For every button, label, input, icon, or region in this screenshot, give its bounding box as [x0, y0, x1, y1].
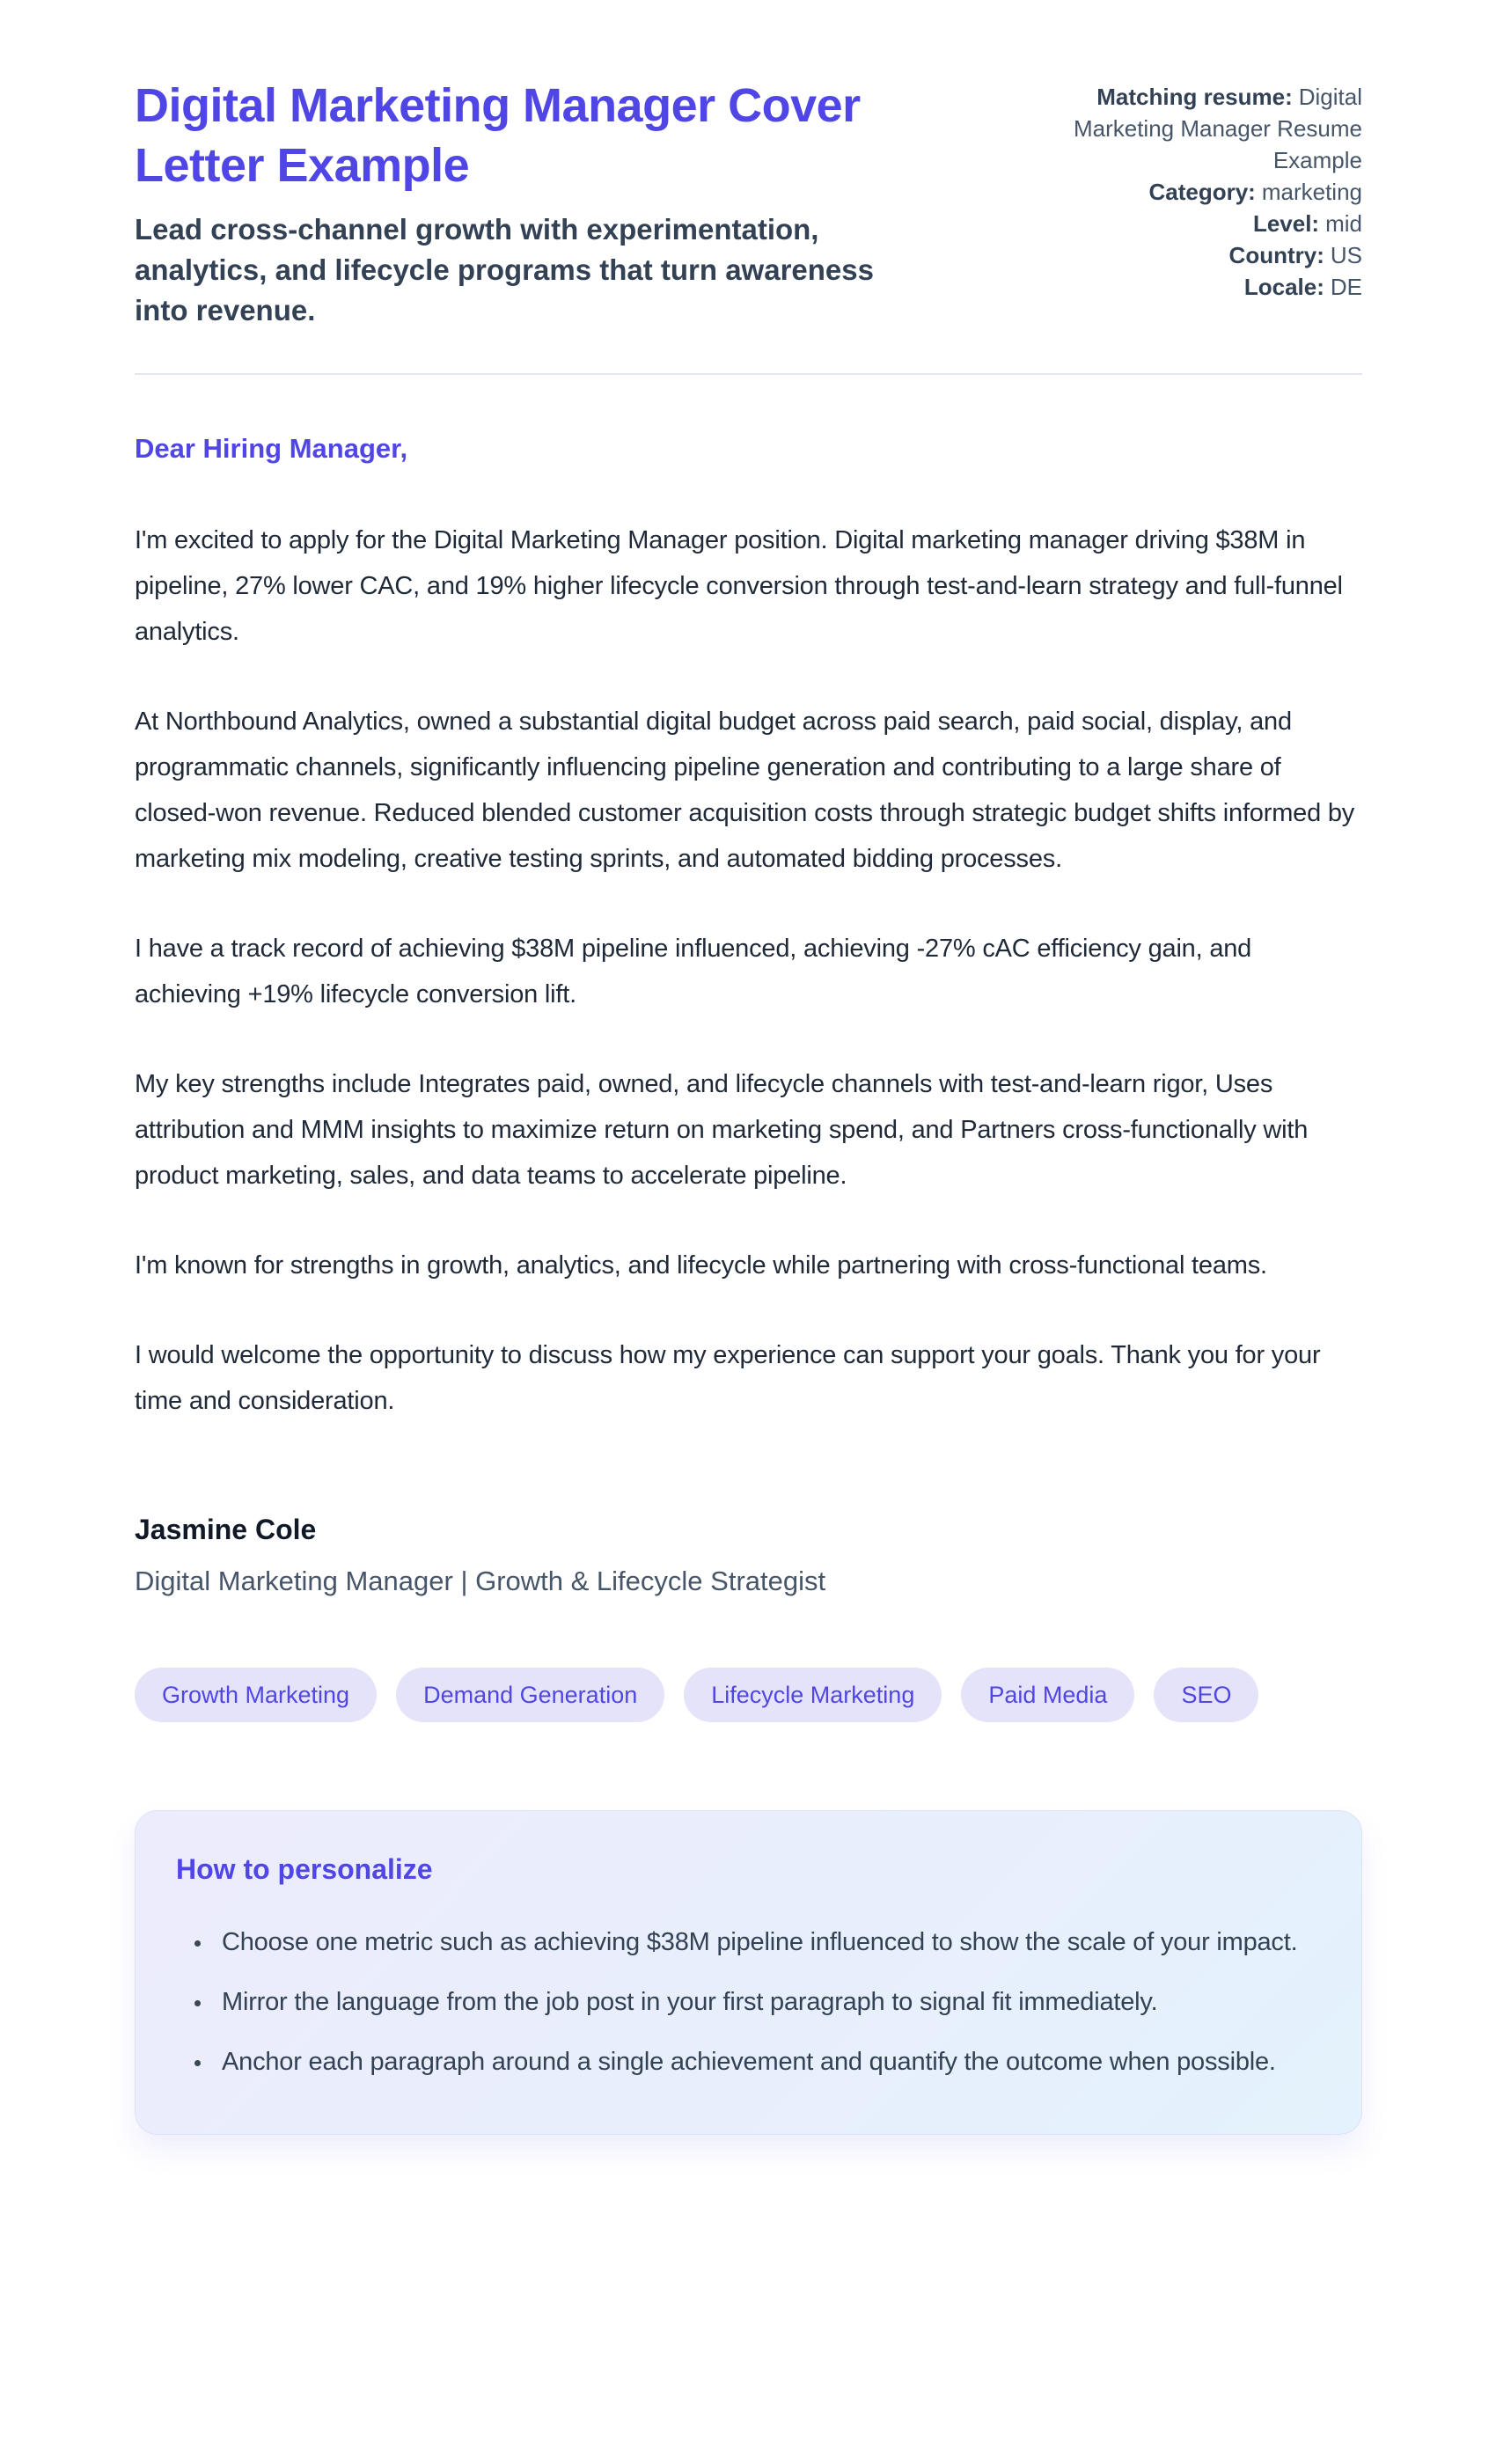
meta-row-matching-resume: [1023, 81, 1362, 176]
meta-value: marketing: [1261, 179, 1362, 205]
meta-row-level: [1023, 208, 1362, 239]
greeting: Dear Hiring Manager,: [135, 433, 408, 464]
meta-row-category: [1023, 176, 1362, 208]
meta-label: Level:: [1252, 210, 1320, 237]
letter-paragraph: At Northbound Analytics, owned a substantial digital budget across paid search, paid social, display, and programmatic channels, significantly influencing pipeline generation and contributing to a large share of closed-won revenue. Reduced blended customer acquisition costs through strategic budget shifts informed by marketing mix modeling, creative testing sprints, and automated bidding processes.: [135, 708, 1355, 873]
meta-label: Locale:: [1243, 274, 1324, 300]
tag-list: [135, 1668, 1362, 1722]
tip-item: • Choose one metric such as achieving $38M pipeline influenced to show the scale of your impact.: [213, 1919, 1317, 1965]
meta-label: Country:: [1228, 242, 1324, 268]
header-title-block: [135, 76, 874, 331]
signature-role: Digital Marketing Manager | Growth & Lifecycle Strategist: [135, 1566, 826, 1596]
tip-item: • Mirror the language from the job post in your first paragraph to signal fit immediately.: [213, 1979, 1317, 2025]
signature-block: [135, 1514, 1362, 1597]
meta-value: DE: [1330, 274, 1362, 300]
meta-row-locale: [1023, 271, 1362, 303]
letter-paragraph: I would welcome the opportunity to discuss how my experience can support your goals. Thank you for your time and consideration.: [135, 1341, 1321, 1415]
page-subtitle: Lead cross-channel growth with experimentation, analytics, and lifecycle programs that turn awareness into revenue.: [135, 213, 874, 326]
page-header: [135, 76, 1362, 331]
letter-paragraph: I have a track record of achieving $38M pipeline influenced, achieving -27% cAC efficiency gain, and achieving +19% lifecycle conversion lift.: [135, 935, 1252, 1008]
meta-row-country: [1023, 239, 1362, 271]
letter-paragraph: My key strengths include Integrates paid, owned, and lifecycle channels with test-and-learn rigor, Uses attribution and MMM insights to maximize return on marketing spend, and Partners cross-functionally with product marketing, sales, and data teams to accelerate pipeline.: [135, 1070, 1309, 1190]
tag-chip-paid-media[interactable]: Paid Media: [961, 1668, 1134, 1722]
meta-value: Digital Marketing Manager Resume Example: [1073, 84, 1362, 173]
letter-paragraph: I'm known for strengths in growth, analytics, and lifecycle while partnering with cross-functional teams.: [135, 1251, 1267, 1280]
tag-chip-lifecycle-marketing[interactable]: Lifecycle Marketing: [684, 1668, 942, 1722]
page-title: Digital Marketing Manager Cover Letter Example: [135, 79, 861, 192]
signature-name: Jasmine Cole: [135, 1514, 317, 1545]
resume-meta: [1023, 81, 1362, 303]
meta-value: mid: [1325, 210, 1362, 237]
letter-body: [135, 433, 1362, 1597]
letter-paragraph: I'm excited to apply for the Digital Marketing Manager position. Digital marketing manager driving $38M in pipeline, 27% lower CAC, and 19% higher lifecycle conversion through test-and-learn strategy and full-funnel analytics.: [135, 526, 1343, 646]
tips-list: [176, 1919, 1317, 2085]
meta-label: Matching resume:: [1096, 84, 1293, 110]
header-divider: [135, 373, 1362, 375]
tag-chip-seo[interactable]: SEO: [1154, 1668, 1258, 1722]
meta-value: US: [1330, 242, 1362, 268]
how-to-personalize-box: [135, 1810, 1362, 2135]
tip-item: • Anchor each paragraph around a single achievement and quantify the outcome when possible.: [213, 2039, 1317, 2085]
tag-chip-growth-marketing[interactable]: Growth Marketing: [135, 1668, 377, 1722]
tips-title: How to personalize: [176, 1853, 433, 1885]
meta-label: Category:: [1148, 179, 1256, 205]
tag-chip-demand-generation[interactable]: Demand Generation: [396, 1668, 664, 1722]
